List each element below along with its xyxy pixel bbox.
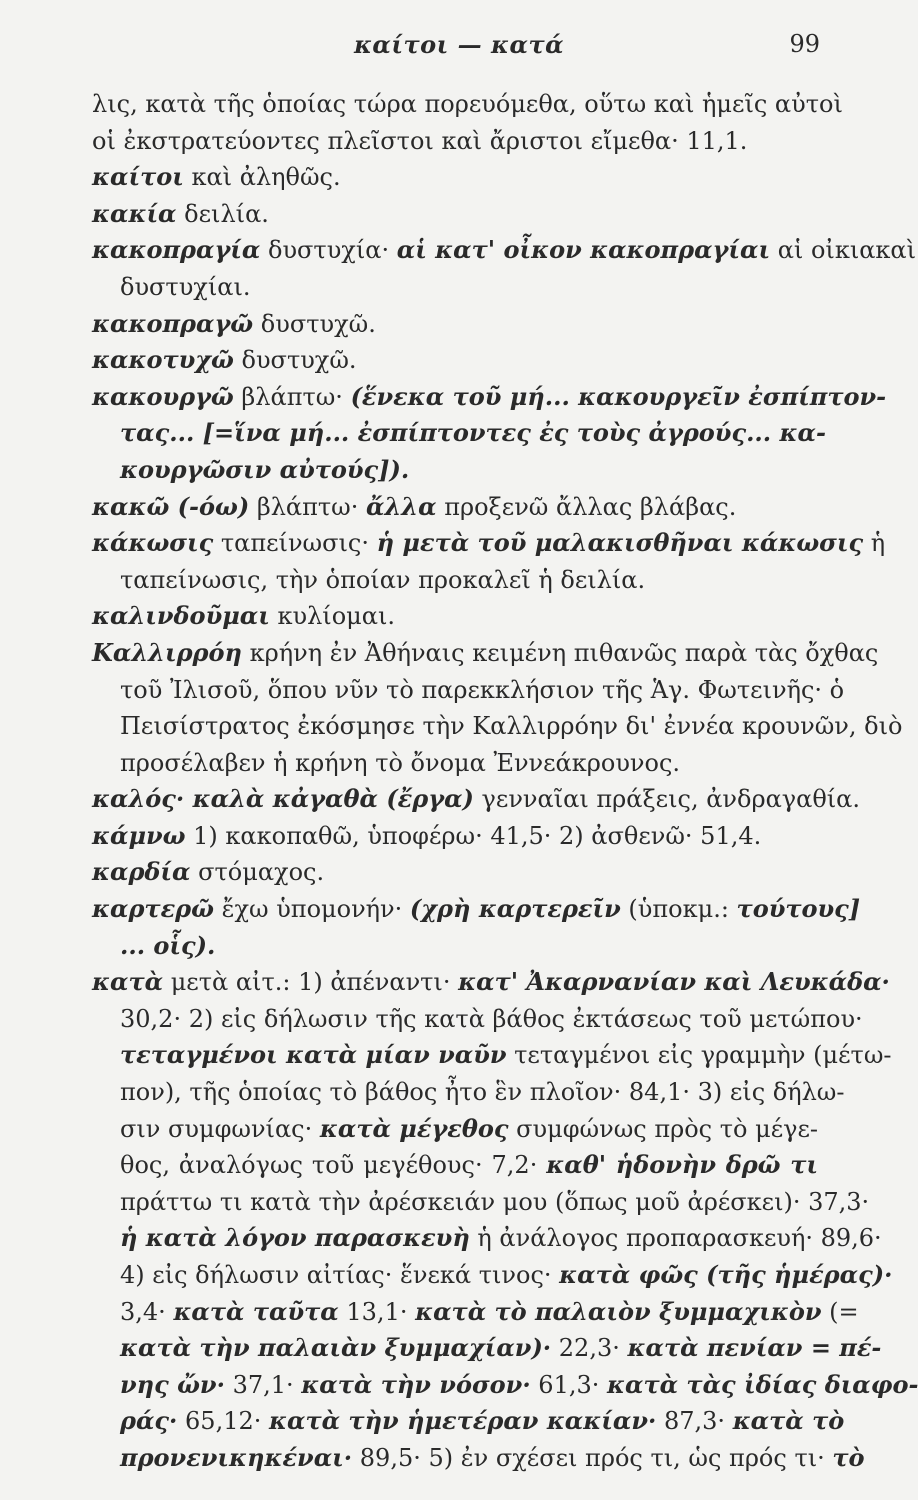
text-segment: Πεισίστρατος ἐκόσμησε τὴν Καλλιρρόην δι' ἐννέα κρουνῶν, διὸ xyxy=(120,712,903,741)
text-segment: προσέλαβεν ἡ κρήνη τὸ ὄνομα Ἐννεάκρουνος. xyxy=(120,748,681,777)
text-segment: μετὰ αἰτ.: 1) ἀπέναντι· xyxy=(163,968,459,997)
bold-term: κακῶ (-όω) xyxy=(92,491,250,521)
bold-term: καίτοι xyxy=(92,162,184,192)
text-line xyxy=(92,379,887,416)
text-segment: κρήνη ἐν Ἀθήναις κειμένη πιθανῶς παρὰ τὰς ὄχθας xyxy=(241,638,879,667)
text-line xyxy=(92,672,845,709)
text-line xyxy=(92,1037,892,1074)
text-line xyxy=(92,452,818,489)
bold-term: κατὰ φῶς (τῆς ἡμέρας)· xyxy=(559,1260,893,1289)
text-segment: 4) εἰς δήλωσιν αἰτίας· ἕνεκά τινος· xyxy=(120,1261,560,1289)
text-segment: βλάπτω· xyxy=(249,492,366,521)
text-line xyxy=(92,1220,882,1257)
bold-term: κατὰ ταῦτα xyxy=(173,1296,339,1326)
text-segment: στόμαχος. xyxy=(190,858,325,887)
text-segment: 22,3· xyxy=(551,1334,628,1363)
bold-term: κατὰ τὰς ἰδίας διαφο- xyxy=(607,1369,918,1399)
text-segment: θος, ἀναλόγως τοῦ μεγέθους· 7,2· xyxy=(120,1151,547,1180)
bold-term: κακουργῶ xyxy=(92,381,234,411)
text-line xyxy=(92,306,818,343)
text-segment: καὶ ἀληθῶς. xyxy=(183,163,341,192)
text-line xyxy=(92,1001,863,1038)
text-segment: λις, κατὰ τῆς ὁποίας τώρα πορευόμεθα, οὕτω καὶ ἡμεῖς αὐτοὶ xyxy=(92,90,843,118)
text-segment: πον), τῆς ὁποίας τὸ βάθος ἦτο ἓν πλοῖον· 84,1· 3) εἰς δήλω- xyxy=(120,1078,845,1107)
bold-term: (χρὴ καρτερεῖν xyxy=(409,894,621,924)
text-line xyxy=(92,489,818,526)
text-line xyxy=(92,159,818,196)
bold-term: ἡ κατὰ λόγον παρασκευὴ xyxy=(120,1223,470,1253)
text-segment: 30,2· 2) εἰς δήλωσιν τῆς κατὰ βάθος ἐκτάσεως τοῦ μετώπου· xyxy=(120,1004,863,1033)
text-segment: 61,3· xyxy=(530,1370,607,1399)
bold-term: κατὰ τὸ xyxy=(732,1406,845,1436)
text-line xyxy=(92,1294,859,1331)
text-line xyxy=(92,745,818,782)
text-line xyxy=(92,854,818,891)
text-line xyxy=(92,891,861,928)
text-segment: συμφώνως πρὸς τὸ μέγε- xyxy=(508,1114,819,1143)
bold-term: ἄλλα xyxy=(366,491,437,521)
text-segment: τεταγμένοι εἰς γραμμὴν (μέτω- xyxy=(506,1041,892,1070)
text-segment: δειλία. xyxy=(176,199,269,228)
text-line xyxy=(92,415,826,452)
text-segment: αἱ οἰκιακαὶ xyxy=(770,236,917,265)
text-line xyxy=(92,635,879,672)
text-segment: σιν συμφωνίας· xyxy=(120,1114,320,1143)
text-segment: προξενῶ ἄλλας βλάβας. xyxy=(436,492,737,521)
text-line xyxy=(92,1403,845,1440)
text-segment: πράττω τι κατὰ τὴν ἀρέσκειάν μου (ὅπως μοῦ ἀρέσκει)· 37,3· xyxy=(120,1187,870,1216)
bold-term: ἡ μετὰ τοῦ μαλακισθῆναι κάκωσις xyxy=(376,528,864,558)
text-line xyxy=(92,1074,845,1111)
text-line xyxy=(92,86,843,123)
text-line xyxy=(92,342,818,379)
text-segment: (ὑποκμ.: xyxy=(620,895,737,924)
text-segment: 87,3· xyxy=(656,1407,733,1436)
text-segment: δυστυχῶ. xyxy=(253,309,376,338)
text-segment: δυστυχῶ. xyxy=(233,346,357,375)
bold-term: κάκωσις xyxy=(92,528,214,558)
running-title: καίτοι — κατά xyxy=(353,30,565,59)
text-segment: βλάπτω· xyxy=(233,382,351,411)
text-segment: οἱ ἐκστρατεύοντες πλεῖστοι καὶ ἄριστοι εἴμεθα· 11,1. xyxy=(92,126,748,155)
bold-term: καλινδοῦμαι xyxy=(92,601,270,631)
running-head xyxy=(0,30,918,64)
bold-term: κατὰ τὴν παλαιὰν ξυμμαχίαν)· xyxy=(120,1333,552,1363)
bold-term: κακοτυχῶ xyxy=(92,345,234,375)
text-line xyxy=(92,598,818,635)
page-number: 99 xyxy=(789,30,820,58)
text-line xyxy=(92,1367,918,1404)
bold-term: τὸ xyxy=(832,1442,865,1472)
text-segment: 1) κακοπαθῶ, ὑποφέρω· 41,5· 2) ἀσθενῶ· 51,4. xyxy=(185,821,762,850)
bold-term: τούτους] xyxy=(736,894,861,924)
text-line xyxy=(92,708,903,745)
text-segment: ἡ ἀνάλογος προπαρασκευή· 89,6· xyxy=(469,1224,882,1253)
text-segment: 89,5· 5) ἐν σχέσει πρός τι, ὡς πρός τι· xyxy=(352,1443,833,1472)
bold-term: αἱ κατ' οἶκον κακοπραγίαι xyxy=(396,235,771,265)
bold-term: κατὰ xyxy=(92,967,164,997)
text-segment: ταπείνωσις· xyxy=(213,529,377,558)
text-line xyxy=(92,269,818,306)
text-segment: ταπείνωσις, τὴν ὁποίαν προκαλεῖ ἡ δειλία. xyxy=(120,565,646,594)
text-line xyxy=(92,196,818,233)
text-line xyxy=(92,1184,870,1221)
bold-term: κατὰ τὸ παλαιὸν ξυμμαχικὸν xyxy=(415,1296,822,1326)
text-segment: δυστυχίαι. xyxy=(120,272,251,301)
text-segment: 13,1· xyxy=(338,1297,416,1326)
text-segment: γενναῖαι πράξεις, ἀνδραγαθία. xyxy=(473,785,861,814)
text-line xyxy=(92,1440,865,1477)
text-line xyxy=(92,1257,893,1294)
text-segment: (= xyxy=(821,1297,859,1326)
bold-term: καλός· καλὰ κἀγαθὰ (ἔργα) xyxy=(92,784,474,814)
text-segment: ἡ xyxy=(863,529,886,558)
bold-term: κακοπραγία xyxy=(92,235,261,265)
bold-term: τεταγμένοι κατὰ μίαν ναῦν xyxy=(120,1040,507,1070)
text-line xyxy=(92,818,818,855)
bold-term: καρτερῶ xyxy=(92,894,214,924)
text-line xyxy=(92,562,818,599)
text-segment: 65,12· xyxy=(177,1407,269,1436)
bold-term: κατὰ πενίαν = πέ- xyxy=(627,1333,882,1363)
text-segment: 37,1· xyxy=(224,1370,302,1399)
text-segment: δυστυχία· xyxy=(260,236,397,265)
bold-term: ράς· xyxy=(120,1406,178,1436)
text-line xyxy=(92,232,917,269)
bold-term: κακία xyxy=(92,198,177,228)
text-line xyxy=(92,1111,818,1148)
bold-term: Καλλιρρόη xyxy=(92,637,242,667)
text-line xyxy=(92,781,861,818)
bold-term: τας... [=ἵνα μή... ἐσπίπτοντες ἐς τοὺς ἀγρούς... κα- xyxy=(120,418,826,448)
text-line xyxy=(92,964,890,1001)
bold-term: ... οἷς). xyxy=(120,930,216,960)
bold-term: κουργῶσιν αὐτούς]). xyxy=(120,454,410,484)
bold-term: καρδία xyxy=(92,857,191,887)
dictionary-body xyxy=(92,86,918,1477)
text-segment: τοῦ Ἰλισοῦ, ὅπου νῦν τὸ παρεκκλήσιον τῆς Ἁγ. Φωτεινῆς· ὁ xyxy=(120,675,845,704)
text-line xyxy=(92,123,818,160)
text-line xyxy=(92,928,818,965)
text-segment: 3,4· xyxy=(120,1297,174,1326)
bold-term: κατὰ τὴν νόσον· xyxy=(301,1369,531,1399)
bold-term: (ἕνεκα τοῦ μή... κακουργεῖν ἐσπίπτον- xyxy=(350,381,887,411)
bold-term: καθ' ἡδονὴν δρῶ τι xyxy=(546,1150,818,1180)
bold-term: προνενικηκέναι· xyxy=(120,1442,353,1472)
bold-term: κακοπραγῶ xyxy=(92,308,254,338)
bold-term: κατ' Ἀκαρνανίαν καὶ Λευκάδα· xyxy=(458,967,890,997)
text-line xyxy=(92,1147,818,1184)
bold-term: νης ὤν· xyxy=(120,1369,225,1399)
text-line xyxy=(92,525,886,562)
text-line xyxy=(92,1330,882,1367)
text-segment: ἔχω ὑπομονήν· xyxy=(213,895,410,924)
bold-term: κατὰ τὴν ἡμετέραν κακίαν· xyxy=(269,1406,657,1436)
text-segment: κυλίομαι. xyxy=(269,602,396,631)
bold-term: κάμνω xyxy=(92,820,186,850)
bold-term: κατὰ μέγεθος xyxy=(319,1113,509,1143)
